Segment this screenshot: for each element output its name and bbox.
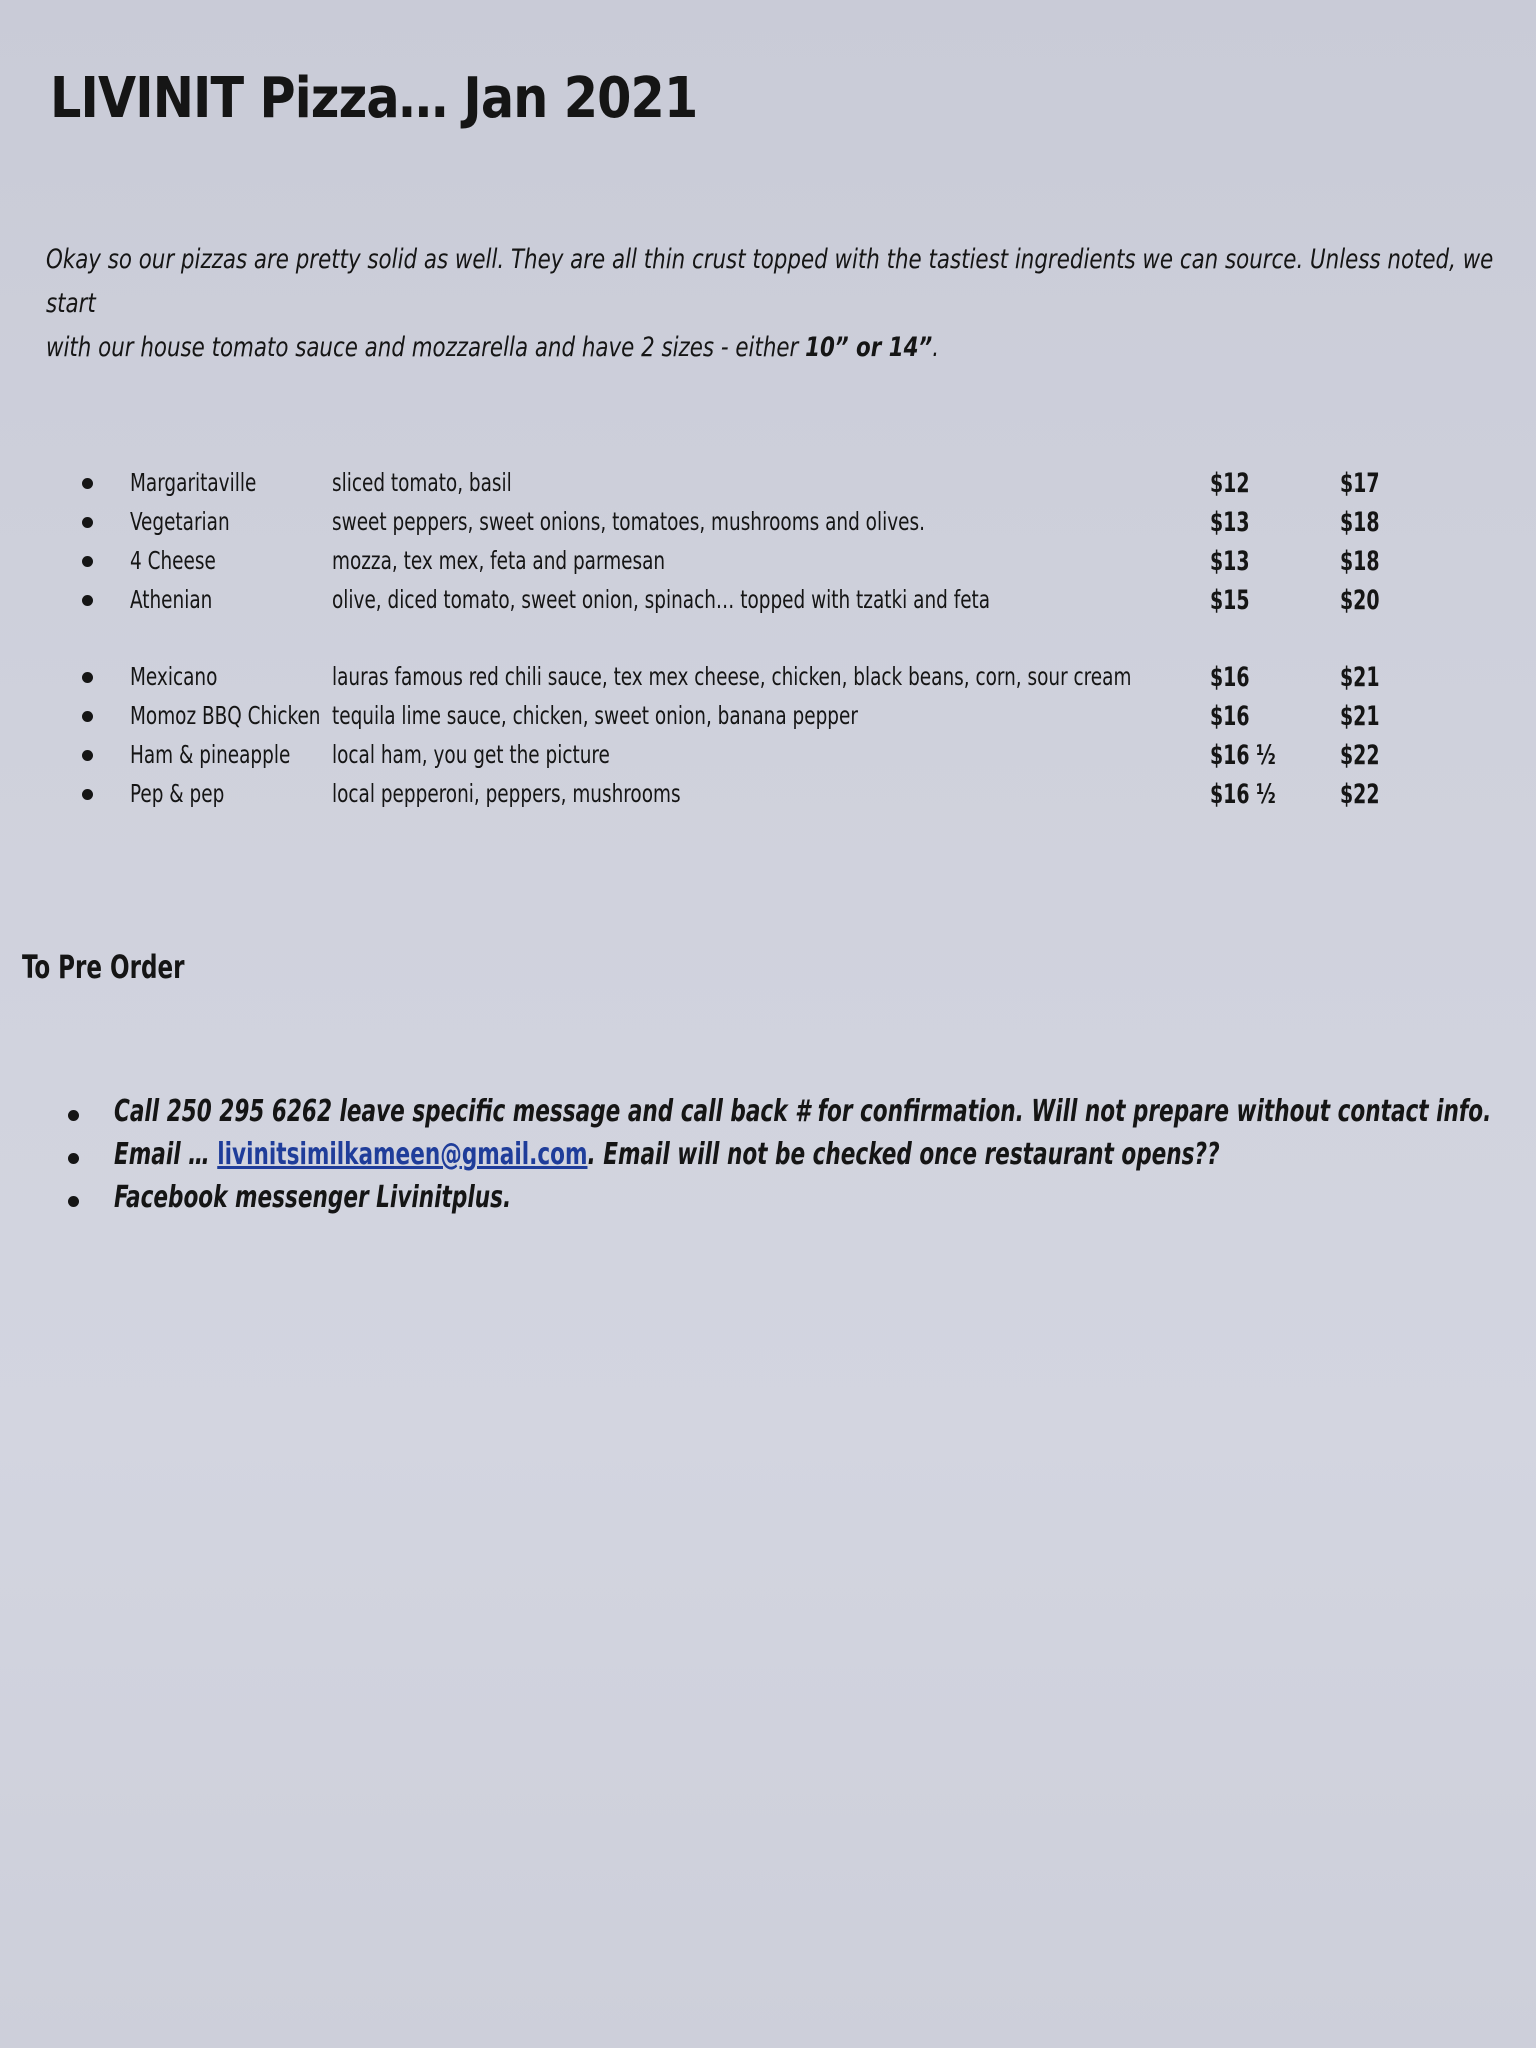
menu-item	[0, 581, 1536, 619]
item-name: Mexicano	[130, 662, 218, 691]
item-description: local pepperoni, peppers, mushrooms	[332, 779, 681, 808]
item-price-large: $18	[1340, 507, 1380, 538]
intro-line-2-prefix: with our house tomato sauce and mozzarella and have 2 sizes - either	[46, 332, 806, 363]
item-name: Athenian	[130, 585, 213, 614]
item-price-large: $21	[1340, 662, 1380, 693]
item-description: sweet peppers, sweet onions, tomatoes, mushrooms and olives.	[332, 507, 925, 536]
preorder-email-item	[0, 1135, 1536, 1175]
preorder-heading: To Pre Order	[22, 948, 185, 986]
bullet-icon	[82, 672, 93, 683]
item-price-small: $12	[1210, 468, 1250, 499]
item-description: tequila lime sauce, chicken, sweet onion, banana pepper	[332, 701, 858, 730]
item-description: lauras famous red chili sauce, tex mex cheese, chicken, black beans, corn, sour cream	[332, 662, 1132, 691]
item-description: local ham, you get the picture	[332, 740, 610, 769]
item-price-large: $17	[1340, 468, 1380, 499]
item-description: olive, diced tomato, sweet onion, spinach… topped with tzatki and feta	[332, 585, 991, 614]
bullet-icon	[82, 595, 93, 606]
preorder-email-line	[114, 1137, 1220, 1172]
item-name: Margaritaville	[130, 468, 257, 497]
item-description: mozza, tex mex, feta and parmesan	[332, 546, 666, 575]
item-price-small: $15	[1210, 585, 1250, 616]
bullet-icon	[82, 750, 93, 761]
email-link[interactable]: livinitsimilkameen@gmail.com	[217, 1137, 588, 1172]
intro-paragraph	[46, 238, 1507, 370]
bullet-icon	[82, 517, 93, 528]
item-name: Pep & pep	[130, 779, 225, 808]
preorder-call-item	[0, 1092, 1536, 1132]
preorder-facebook-item	[0, 1178, 1536, 1218]
size-small: 10”	[805, 332, 849, 363]
preorder-facebook-text: Facebook messenger Livinitplus.	[114, 1180, 512, 1215]
menu-item	[0, 542, 1536, 580]
bullet-icon	[82, 478, 93, 489]
item-price-large: $20	[1340, 585, 1380, 616]
item-price-large: $22	[1340, 779, 1380, 810]
item-description: sliced tomato, basil	[332, 468, 512, 497]
bullet-icon	[68, 1110, 79, 1121]
intro-line-1: Okay so our pizzas are pretty solid as well. They are all thin crust topped with the tastiest ingredients we can source. Unless noted, we start	[46, 244, 1494, 319]
item-price-small: $16 ½	[1210, 779, 1276, 810]
item-price-large: $21	[1340, 701, 1380, 732]
bullet-icon	[68, 1196, 79, 1207]
item-name: Ham & pineapple	[130, 740, 291, 769]
menu-item	[0, 697, 1536, 735]
bullet-icon	[82, 556, 93, 567]
page-title: LIVINIT Pizza… Jan 2021	[50, 66, 698, 131]
item-price-small: $13	[1210, 546, 1250, 577]
item-name: 4 Cheese	[130, 546, 216, 575]
item-price-large: $18	[1340, 546, 1380, 577]
item-price-small: $13	[1210, 507, 1250, 538]
bullet-icon	[82, 789, 93, 800]
item-name: Momoz BBQ Chicken	[130, 701, 321, 730]
preorder-call-text: Call 250 295 6262 leave specific message and call back # for confirmation. Will not prepare without contact info.	[114, 1094, 1492, 1129]
size-large: 14”	[888, 332, 933, 363]
intro-line-2-suffix: .	[932, 332, 940, 363]
menu-item	[0, 775, 1536, 813]
menu-item	[0, 464, 1536, 502]
email-prefix: Email …	[114, 1137, 218, 1172]
bullet-icon	[82, 711, 93, 722]
item-name: Vegetarian	[130, 507, 230, 536]
menu-item	[0, 658, 1536, 696]
size-or: or	[848, 332, 889, 363]
email-suffix: . Email will not be checked once restaurant opens??	[587, 1137, 1220, 1172]
bullet-icon	[68, 1153, 79, 1164]
item-price-small: $16	[1210, 662, 1250, 693]
item-price-small: $16	[1210, 701, 1250, 732]
menu-item	[0, 736, 1536, 774]
menu-item	[0, 503, 1536, 541]
item-price-large: $22	[1340, 740, 1380, 771]
item-price-small: $16 ½	[1210, 740, 1276, 771]
